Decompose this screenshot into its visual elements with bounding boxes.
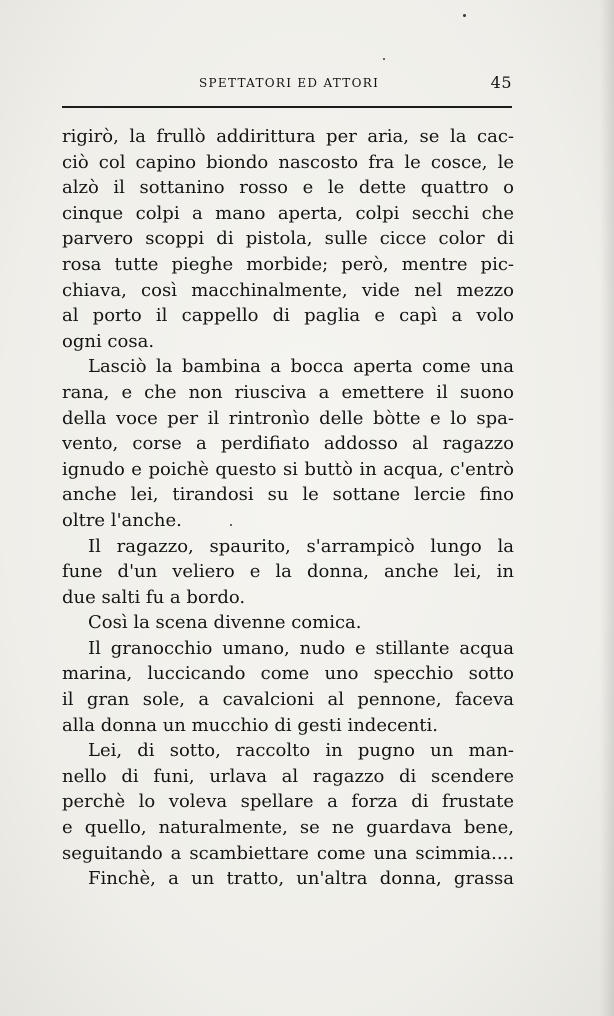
text-line: ciò col capino biondo nascosto fra le cosce, le [62,151,514,173]
text-line: perchè lo voleva spellare a forza di frustate [62,791,514,813]
text-line: seguitando a scambiettare come una scimmia.... [62,842,514,864]
text-line: al porto il cappello di paglia e capì a volo [62,305,514,327]
text-line: vento, corse a perdifiato addosso al ragazzo [62,433,514,455]
text-line: Così la scena divenne comica. [88,612,362,634]
text-line: oltre l'anche. [62,509,182,531]
running-title: SPETTATORI ED ATTORI [199,76,380,90]
text-line: anche lei, tirandosi su le sottane lercie fino [62,484,514,506]
text-line: il gran sole, a cavalcioni al pennone, faceva [62,689,514,711]
body-text [62,124,514,892]
text-line: rigirò, la frullò addirittura per aria, se la cac- [62,126,514,147]
header-rule [62,106,512,108]
print-speck [383,58,385,60]
text-line: e quello, naturalmente, se ne guardava bene, [62,817,514,839]
text-line: ignudo e poichè questo si buttò in acqua, c'entrò [62,458,514,480]
text-line: fune d'un veliero e la donna, anche lei, in [62,561,514,583]
text-line: Il granocchio umano, nudo e stillante acqua [88,637,514,659]
page-edge-shadow [600,0,614,1016]
text-line: alla donna un mucchio di gesti indecenti. [62,714,439,736]
text-line: ogni cosa. [62,330,155,352]
page-header [62,72,512,96]
text-line: Il ragazzo, spaurito, s'arrampicò lungo la [88,535,514,557]
text-line: alzò il sottanino rosso e le dette quattro o [62,177,514,199]
text-line: della voce per il rintronìo delle bòtte e lo spa- [62,407,514,429]
text-line: chiava, così macchinalmente, vide nel mezzo [62,279,514,301]
text-line: rana, e che non riusciva a emettere il suono [62,381,514,403]
text-line: nello di funi, urlava al ragazzo di scendere [62,765,514,787]
text-line: Lasciò la bambina a bocca aperta come una [88,356,514,378]
text-line: marina, luccicando come uno specchio sotto [62,663,514,685]
print-speck [463,14,466,17]
text-line: Lei, di sotto, raccolto in pugno un man- [88,740,514,762]
text-line: due salti fu a bordo. [62,586,246,608]
page-number: 45 [490,73,512,92]
print-speck [230,524,232,526]
text-line: parvero scoppi di pistola, sulle cicce color di [62,228,514,250]
text-line: rosa tutte pieghe morbide; però, mentre pic- [62,253,514,275]
text-line: Finchè, a un tratto, un'altra donna, grassa [88,868,514,890]
text-line: cinque colpi a mano aperta, colpi secchi che [62,202,514,224]
